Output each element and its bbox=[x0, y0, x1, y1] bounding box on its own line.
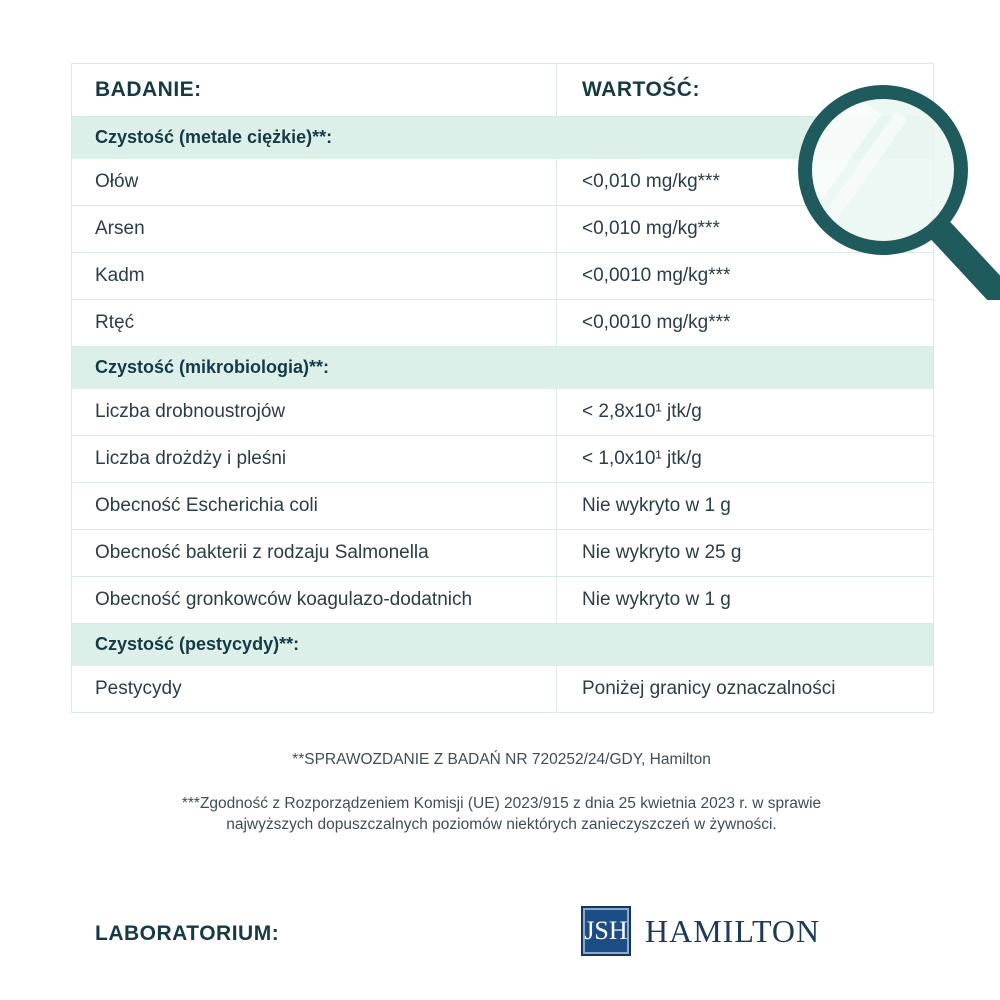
footnote-regulation-line2: najwyższych dopuszczalnych poziomów niektórych zanieczyszczeń w żywności. bbox=[226, 816, 777, 833]
table-row bbox=[72, 483, 933, 530]
section-pesticides bbox=[72, 624, 933, 666]
test-name: Kadm bbox=[72, 253, 557, 299]
test-name: Obecność Escherichia coli bbox=[72, 483, 557, 529]
test-value: <0,0010 mg/kg*** bbox=[582, 265, 731, 286]
test-name: Obecność gronkowców koagulazo-dodatnich bbox=[72, 577, 557, 623]
test-name: Pestycydy bbox=[72, 666, 557, 712]
test-value: < 1,0x10¹ jtk/g bbox=[582, 448, 702, 469]
test-name: Liczba drożdży i pleśni bbox=[72, 436, 557, 482]
hamilton-logo bbox=[581, 906, 820, 956]
test-value: Nie wykryto w 25 g bbox=[582, 542, 742, 563]
header-test: BADANIE: bbox=[72, 64, 557, 116]
table-row bbox=[72, 389, 933, 436]
test-value: <0,0010 mg/kg*** bbox=[582, 312, 731, 333]
test-name: Rtęć bbox=[72, 300, 557, 346]
section-title: Czystość (mikrobiologia)**: bbox=[95, 357, 330, 377]
test-value: Poniżej granicy oznaczalności bbox=[582, 678, 836, 699]
test-value: Nie wykryto w 1 g bbox=[582, 589, 731, 610]
test-name: Ołów bbox=[72, 159, 557, 205]
header-value: WARTOŚĆ: bbox=[582, 78, 700, 101]
test-value: <0,010 mg/kg*** bbox=[582, 171, 720, 192]
footnote-report: **SPRAWOZDANIE Z BADAŃ NR 720252/24/GDY, Hamilton bbox=[292, 751, 711, 768]
magnifier-icon bbox=[790, 85, 1000, 300]
test-value: < 2,8x10¹ jtk/g bbox=[582, 401, 702, 422]
section-microbiology bbox=[72, 347, 933, 389]
table-row bbox=[72, 666, 933, 713]
table-row bbox=[72, 436, 933, 483]
table-row bbox=[72, 577, 933, 624]
footnote-regulation-line1: ***Zgodność z Rozporządzeniem Komisji (UE) 2023/915 z dnia 25 kwietnia 2023 r. w sprawie bbox=[181, 795, 822, 812]
table-row bbox=[72, 300, 933, 347]
logo-mark: JSH bbox=[581, 906, 631, 956]
test-name: Arsen bbox=[72, 206, 557, 252]
section-title: Czystość (pestycydy)**: bbox=[95, 634, 300, 654]
table-row bbox=[72, 530, 933, 577]
test-name: Obecność bakterii z rodzaju Salmonella bbox=[72, 530, 557, 576]
test-value: Nie wykryto w 1 g bbox=[582, 495, 731, 516]
test-value: <0,010 mg/kg*** bbox=[582, 218, 720, 239]
section-title: Czystość (metale ciężkie)**: bbox=[95, 127, 333, 147]
test-name: Liczba drobnoustrojów bbox=[72, 389, 557, 435]
logo-name: HAMILTON bbox=[645, 912, 821, 949]
laboratory-label: LABORATORIUM: bbox=[95, 922, 280, 945]
